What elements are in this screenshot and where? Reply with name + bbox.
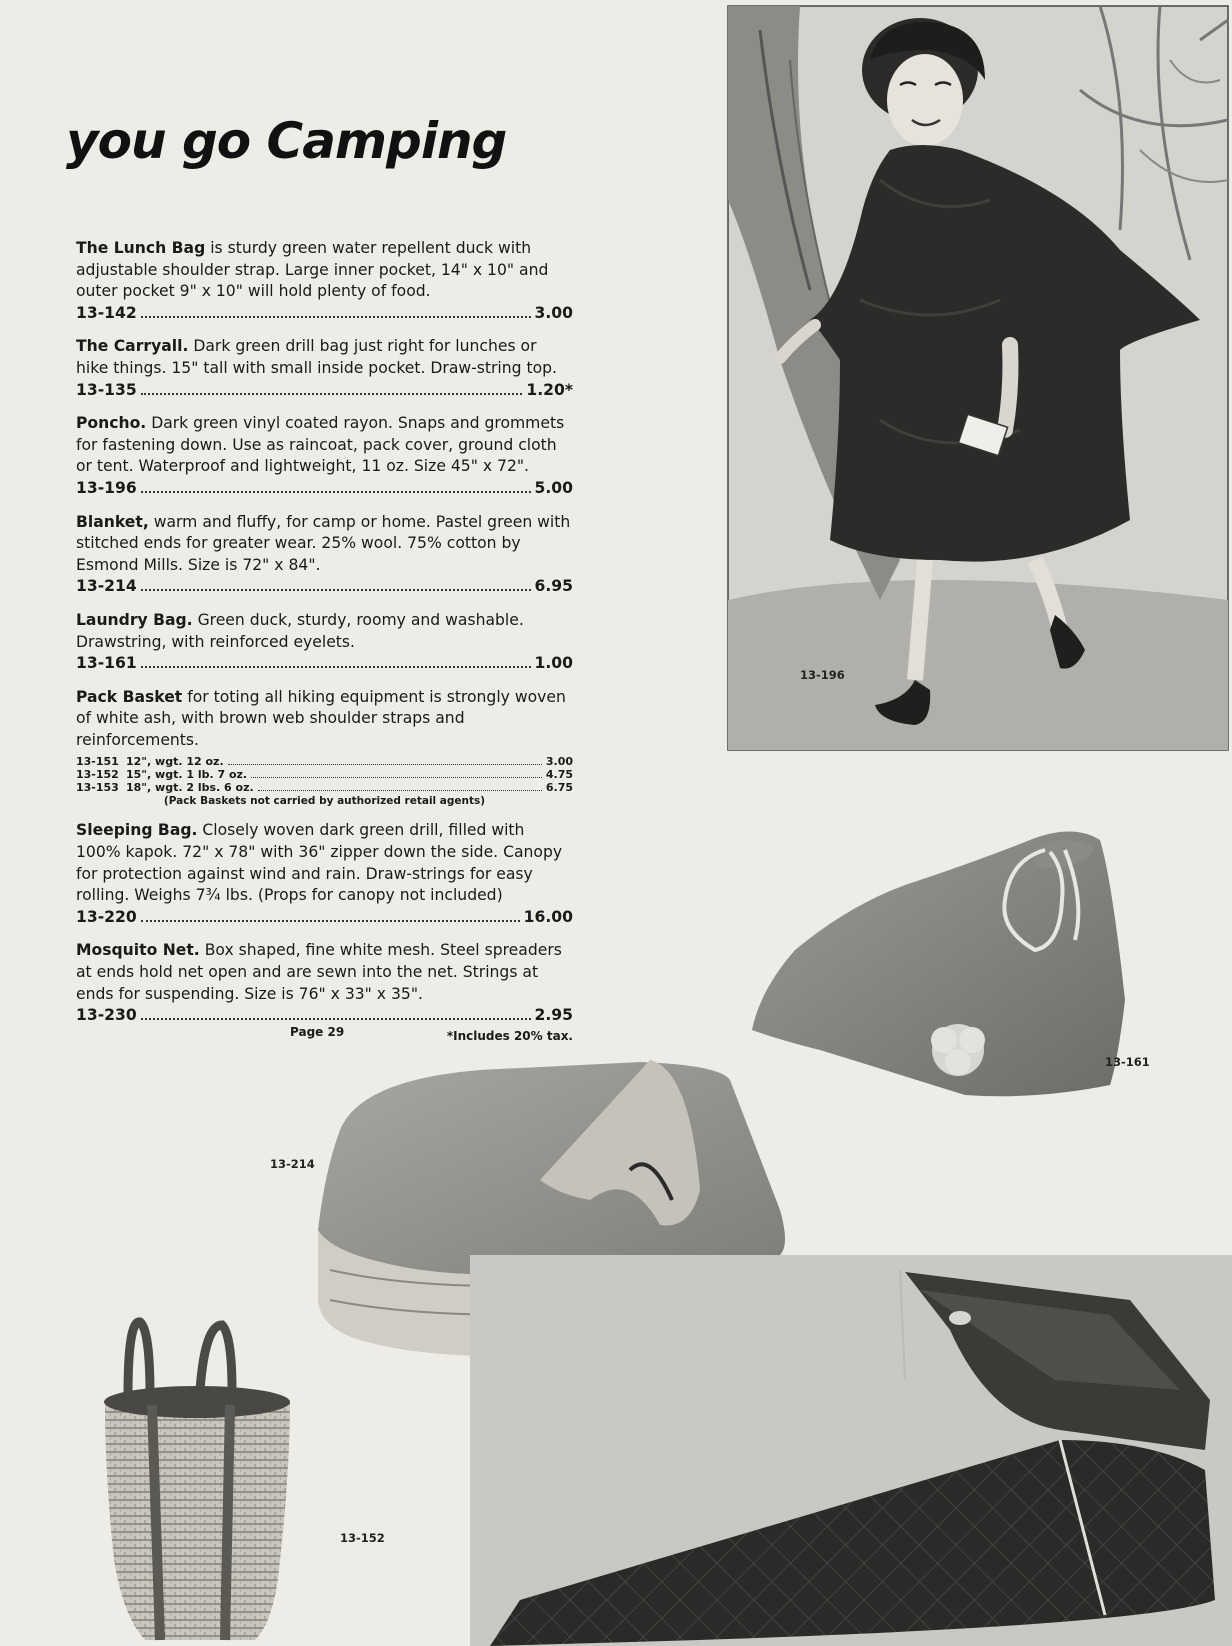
product-price: 1.20* xyxy=(526,380,573,399)
product-description: Green duck, sturdy, roomy and washable. Drawstring, with reinforced eyelets. xyxy=(76,610,524,651)
product-description: Closely woven dark green drill, filled with 100% kapok. 72" x 78" with 36" zipper down the side. Canopy for protection against wind and rain. Draw-strings for easy rolling. Weighs 7¾ lbs. (Props for canopy not included) xyxy=(76,821,563,905)
dot-leader xyxy=(141,666,531,668)
product-description: Box shaped, fine white mesh. Steel spreaders at ends hold net open and are sewn into the net. Strings at ends for suspending. Size is 76" x 33" x 35". xyxy=(76,941,562,1003)
size-code: 13-151 xyxy=(76,755,119,769)
dot-leader xyxy=(251,777,542,778)
product-list xyxy=(76,238,573,1043)
product-name: The Carryall. xyxy=(76,337,189,356)
dot-leader xyxy=(141,316,531,318)
product-price: 3.00 xyxy=(534,303,573,322)
size-price: 4.75 xyxy=(545,768,573,782)
dot-leader xyxy=(141,589,531,591)
product-code: 13-142 xyxy=(76,303,137,322)
product-price: 1.00 xyxy=(534,654,573,673)
size-row xyxy=(76,768,573,781)
product-laundry-bag xyxy=(76,610,573,675)
price-row xyxy=(76,380,573,402)
product-description: Dark green drill bag just right for lunches or hike things. 15" tall with small inside pocket. Draw-string top. xyxy=(76,337,557,377)
dot-leader xyxy=(228,764,542,765)
laundry-bag-illustration xyxy=(752,831,1125,1096)
sleeping-bag-illustration xyxy=(470,1255,1232,1646)
page-number: Page 29 xyxy=(290,1025,345,1039)
price-row xyxy=(76,907,573,929)
product-description: is sturdy green water repellent duck with adjustable shoulder strap. Large inner pocket, 14" x 10" and outer pocket 9" x 10" will hold plenty of food. xyxy=(76,239,549,301)
photo-label-blanket: 13-214 xyxy=(270,1157,315,1171)
product-description: Dark green vinyl coated rayon. Snaps and grommets for fastening down. Use as raincoat, pack cover, ground cloth or tent. Waterproof and lightweight, 11 oz. Size 45" x 72". xyxy=(76,414,565,476)
product-price: 5.00 xyxy=(534,478,573,497)
product-code: 13-230 xyxy=(76,1006,137,1025)
product-carryall xyxy=(76,336,573,401)
price-row xyxy=(76,336,573,379)
size-row xyxy=(76,755,573,768)
product-description: for toting all hiking equipment is strongly woven of white ash, with brown web shoulder straps and reinforcements. xyxy=(76,687,566,749)
basket-note: (Pack Baskets not carried by authorized retail agents) xyxy=(163,795,486,808)
price-row xyxy=(76,303,573,325)
size-desc: 18", wgt. 2 lbs. 6 oz. xyxy=(126,781,254,795)
photo-label-laundry-bag: 13-161 xyxy=(1105,1055,1150,1069)
size-desc: 15", wgt. 1 lb. 7 oz. xyxy=(126,768,248,782)
dot-leader xyxy=(141,491,531,493)
product-price: 2.95 xyxy=(534,1006,573,1025)
size-code: 13-153 xyxy=(76,781,119,795)
poncho-illustration xyxy=(728,6,1228,750)
price-row xyxy=(76,478,573,500)
product-price: 6.95 xyxy=(534,577,573,596)
product-mosquito-net xyxy=(76,940,573,1026)
size-row xyxy=(76,781,573,794)
product-description: warm and fluffy, for camp or home. Pastel green with stitched ends for greater wear. 25% wool. 75% cotton by Esmond Mills. Size is 72" x 84". xyxy=(76,512,571,574)
product-sleeping-bag xyxy=(76,820,573,928)
product-name: The Lunch Bag xyxy=(76,239,206,257)
size-price: 6.75 xyxy=(545,781,573,795)
product-pack-basket xyxy=(76,687,573,809)
size-desc: 12", wgt. 12 oz. xyxy=(126,755,224,769)
product-code: 13-161 xyxy=(76,654,137,673)
price-row xyxy=(76,576,573,598)
product-name: Blanket, xyxy=(76,512,149,531)
product-name: Mosquito Net. xyxy=(76,941,200,960)
photo-label-basket: 13-152 xyxy=(340,1531,385,1545)
photo-label-poncho: 13-196 xyxy=(800,668,845,682)
dot-leader xyxy=(141,393,523,395)
product-code: 13-135 xyxy=(76,380,137,399)
dot-leader xyxy=(141,1018,531,1020)
product-code: 13-196 xyxy=(76,478,137,497)
tax-note: *Includes 20% tax. xyxy=(446,1028,573,1043)
product-name: Laundry Bag. xyxy=(76,610,193,629)
basket-size-list xyxy=(76,755,573,808)
price-row xyxy=(76,1005,573,1027)
product-name: Sleeping Bag. xyxy=(76,821,198,840)
product-price: 16.00 xyxy=(523,907,573,926)
product-name: Poncho. xyxy=(76,414,147,433)
size-code: 13-152 xyxy=(76,768,119,782)
dot-leader xyxy=(258,790,542,791)
product-poncho xyxy=(76,413,573,499)
product-blanket xyxy=(76,512,573,598)
product-lunch-bag xyxy=(76,238,573,324)
dot-leader xyxy=(141,920,520,922)
price-row xyxy=(76,653,573,675)
page-headline: you go Camping xyxy=(66,112,507,170)
product-code: 13-214 xyxy=(76,577,137,596)
size-price: 3.00 xyxy=(545,755,573,769)
product-code: 13-220 xyxy=(76,907,137,926)
product-name: Pack Basket xyxy=(76,687,183,706)
pack-basket-illustration xyxy=(104,1322,290,1640)
